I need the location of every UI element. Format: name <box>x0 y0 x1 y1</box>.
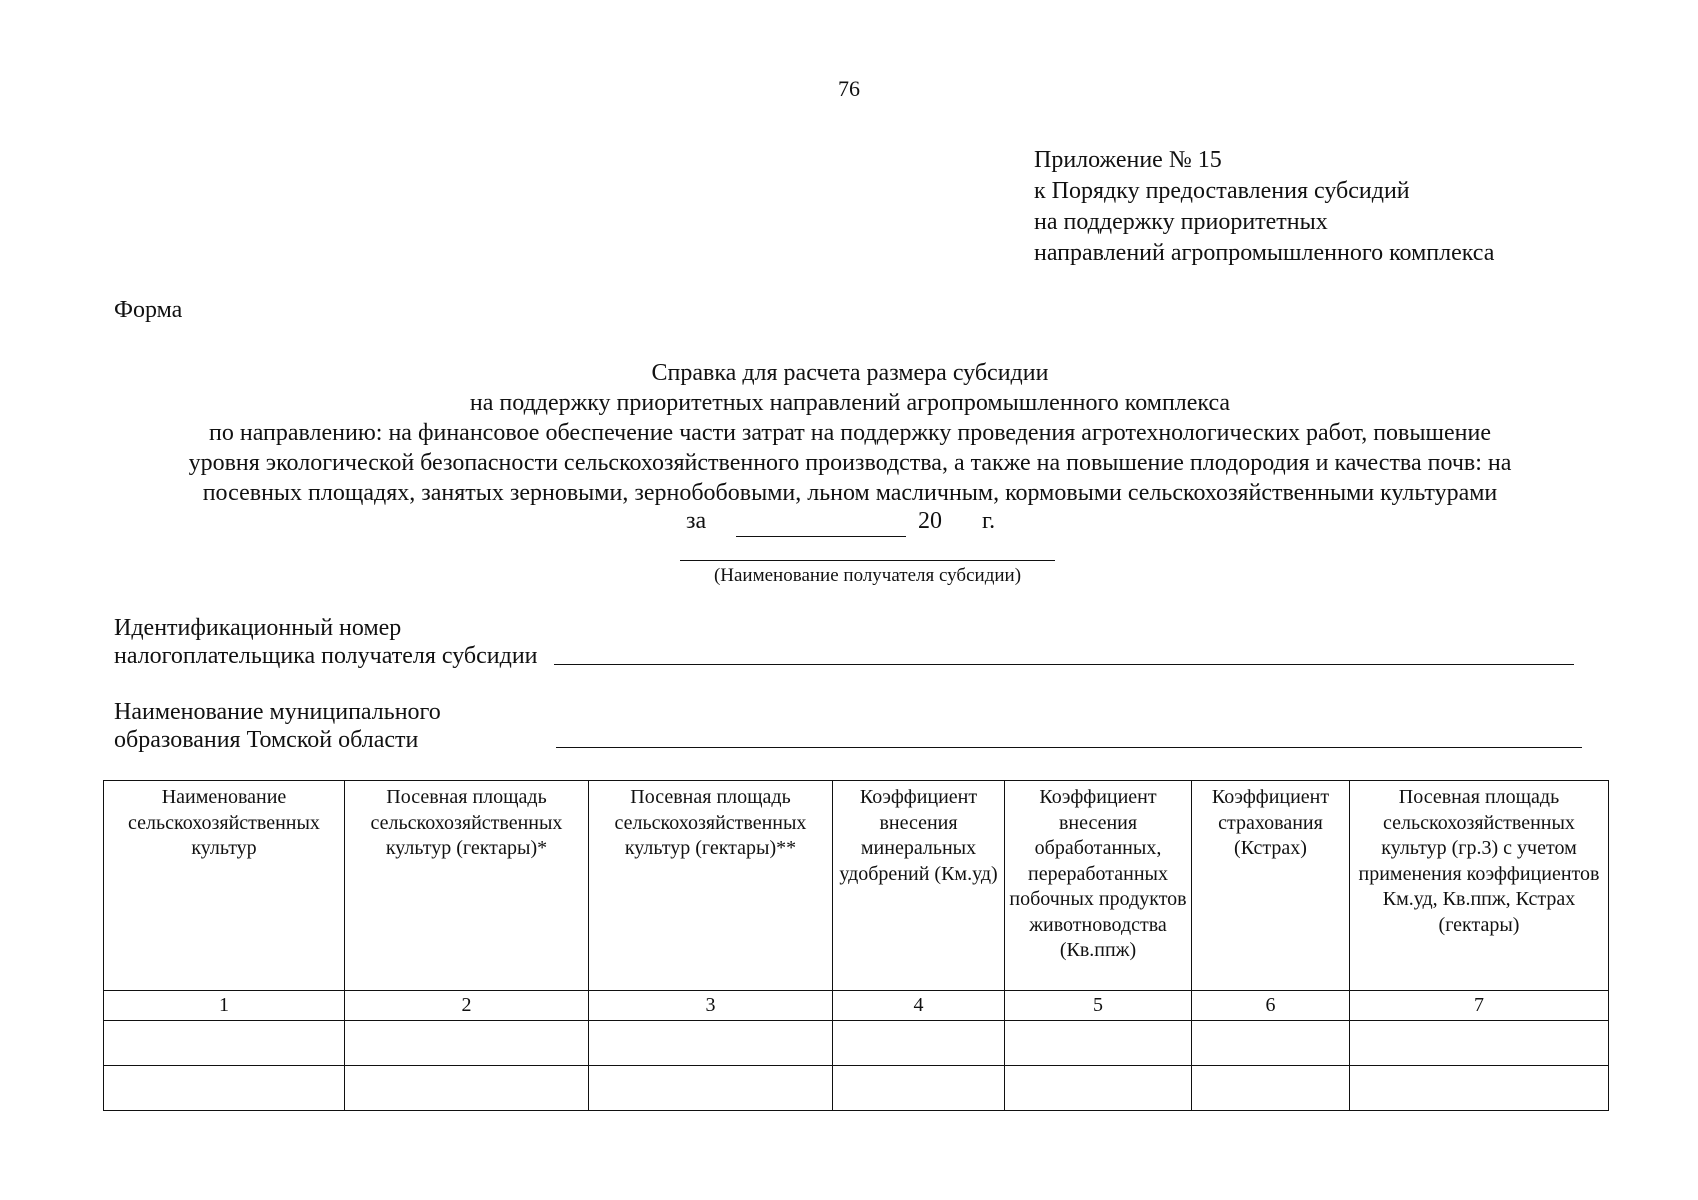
document-title <box>110 358 1590 508</box>
page-number: 76 <box>838 76 860 101</box>
title-line: по направлению: на финансовое обеспечение части затрат на поддержку проведения агротехнологических работ, повышение <box>209 420 1491 446</box>
table-cell[interactable] <box>833 1066 1005 1111</box>
period-suffix: г. <box>982 508 996 534</box>
form-label: Форма <box>114 297 183 323</box>
period-prefix: за <box>686 508 707 534</box>
table-cell[interactable] <box>1192 1021 1350 1066</box>
table-cell[interactable] <box>104 1021 345 1066</box>
table-cell[interactable] <box>1005 1066 1192 1111</box>
title-line: на поддержку приоритетных направлений агропромышленного комплекса <box>469 390 1231 416</box>
table-cell[interactable] <box>589 1066 833 1111</box>
column-header: Коэффициент страхования (Кстрах) <box>1192 781 1350 991</box>
table-cell[interactable] <box>589 1021 833 1066</box>
table-cell[interactable] <box>1192 1066 1350 1111</box>
municipality-label-line: образования Томской области <box>114 727 419 753</box>
column-number: 3 <box>589 991 833 1021</box>
period-year: 20 <box>918 508 942 534</box>
inn-label <box>114 614 538 670</box>
column-number-row <box>104 991 1609 1021</box>
table-cell[interactable] <box>1350 1066 1609 1111</box>
table-row <box>104 1066 1609 1111</box>
column-header: Посевная площадь сельскохозяйственных культур (гр.3) с учетом применения коэффициентов Км.уд, Кв.ппж, Кстрах (гектары) <box>1350 781 1609 991</box>
column-number: 7 <box>1350 991 1609 1021</box>
table-header-row <box>104 781 1609 991</box>
table-cell[interactable] <box>1350 1021 1609 1066</box>
inn-label-line: Идентификационный номер <box>114 615 402 641</box>
subsidy-table <box>103 780 1609 1111</box>
appendix-reference <box>1034 145 1494 269</box>
column-number: 5 <box>1005 991 1192 1021</box>
column-number: 2 <box>345 991 589 1021</box>
recipient-caption: (Наименование получателя субсидии) <box>713 565 1022 586</box>
table-cell[interactable] <box>104 1066 345 1111</box>
column-header: Посевная площадь сельскохозяйственных культур (гектары)** <box>589 781 833 991</box>
table-cell[interactable] <box>833 1021 1005 1066</box>
table-cell[interactable] <box>345 1066 589 1111</box>
column-header: Коэффициент внесения минеральных удобрений (Км.уд) <box>833 781 1005 991</box>
column-number: 4 <box>833 991 1005 1021</box>
column-header: Посевная площадь сельскохозяйственных культур (гектары)* <box>345 781 589 991</box>
appendix-line: Приложение № 15 <box>1034 147 1222 173</box>
title-line: Справка для расчета размера субсидии <box>651 360 1049 386</box>
column-number: 6 <box>1192 991 1350 1021</box>
municipality-field[interactable] <box>556 747 1582 748</box>
period-blank-field[interactable] <box>736 536 906 537</box>
appendix-line: к Порядку предоставления субсидий <box>1034 178 1410 204</box>
title-line: уровня экологической безопасности сельскохозяйственного производства, а также на повышение плодородия и качества почв: на <box>188 450 1512 476</box>
column-number: 1 <box>104 991 345 1021</box>
appendix-line: направлений агропромышленного комплекса <box>1034 240 1495 266</box>
table-row <box>104 1021 1609 1066</box>
table-cell[interactable] <box>345 1021 589 1066</box>
recipient-name-field[interactable] <box>680 560 1055 561</box>
appendix-line: на поддержку приоритетных <box>1034 209 1328 235</box>
municipality-label <box>114 698 441 754</box>
column-header: Коэффициент внесения обработанных, переработанных побочных продуктов животноводства (Кв.ппж) <box>1005 781 1192 991</box>
inn-label-line: налогоплательщика получателя субсидии <box>114 643 538 669</box>
inn-field[interactable] <box>554 664 1574 665</box>
municipality-label-line: Наименование муниципального <box>114 699 441 725</box>
table-cell[interactable] <box>1005 1021 1192 1066</box>
column-header: Наименование сельскохозяйственных культур <box>104 781 345 991</box>
title-line: посевных площадях, занятых зерновыми, зернобобовыми, льном масличным, кормовыми сельскохозяйственными культурами <box>202 480 1498 506</box>
